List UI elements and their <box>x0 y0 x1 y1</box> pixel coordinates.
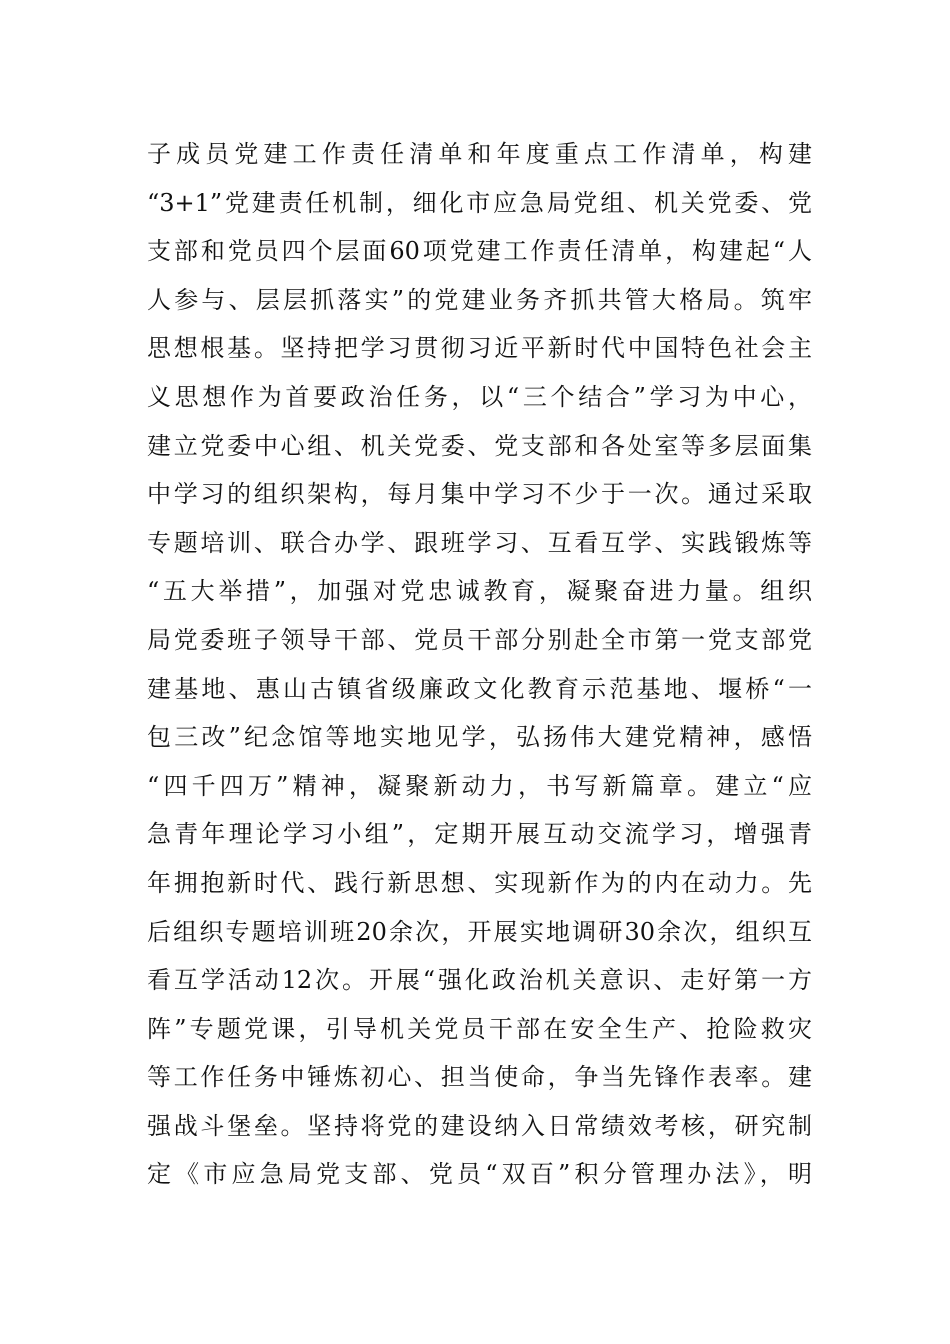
text-line: 建立党委中心组、机关党委、党支部和各处室等多层面集 <box>147 431 812 460</box>
text-line: 支部和党员四个层面60项党建工作责任清单，构建起“人 <box>147 237 812 266</box>
body-text <box>147 130 812 1199</box>
text-line: 局党委班子领导干部、党员干部分别赴全市第一党支部党 <box>147 625 812 654</box>
text-line: 看互学活动12次。开展“强化政治机关意识、走好第一方 <box>147 966 812 995</box>
text-line: 人参与、层层抓落实”的党建业务齐抓共管大格局。筑牢 <box>147 285 812 314</box>
text-line: 思想根基。坚持把学习贯彻习近平新时代中国特色社会主 <box>147 334 812 363</box>
text-line: “五大举措”，加强对党忠诚教育，凝聚奋进力量。组织 <box>147 577 812 606</box>
text-line: 强战斗堡垒。坚持将党的建设纳入日常绩效考核，研究制 <box>147 1111 812 1140</box>
text-line: 专题培训、联合办学、跟班学习、互看互学、实践锻炼等 <box>147 528 812 557</box>
text-line: 等工作任务中锤炼初心、担当使命，争当先锋作表率。建 <box>147 1063 812 1092</box>
text-line: 阵”专题党课，引导机关党员干部在安全生产、抢险救灾 <box>147 1014 812 1043</box>
text-line: 包三改”纪念馆等地实地见学，弘扬伟大建党精神，感悟 <box>147 723 812 752</box>
text-line: 定《市应急局党支部、党员“双百”积分管理办法》，明 <box>147 1160 812 1189</box>
text-line: 中学习的组织架构，每月集中学习不少于一次。通过采取 <box>147 480 812 509</box>
text-line: 建基地、惠山古镇省级廉政文化教育示范基地、堰桥“一 <box>147 674 812 703</box>
text-line: 急青年理论学习小组”，定期开展互动交流学习，增强青 <box>147 820 812 849</box>
text-line: 后组织专题培训班20余次，开展实地调研30余次，组织互 <box>147 917 812 946</box>
text-line: “四千四万”精神，凝聚新动力，书写新篇章。建立“应 <box>147 771 812 800</box>
text-line: 子成员党建工作责任清单和年度重点工作清单，构建 <box>147 140 812 168</box>
text-line: 义思想作为首要政治任务，以“三个结合”学习为中心， <box>147 382 812 411</box>
text-line: “3+1”党建责任机制，细化市应急局党组、机关党委、党 <box>147 188 812 217</box>
text-line: 年拥抱新时代、践行新思想、实现新作为的内在动力。先 <box>147 868 812 897</box>
